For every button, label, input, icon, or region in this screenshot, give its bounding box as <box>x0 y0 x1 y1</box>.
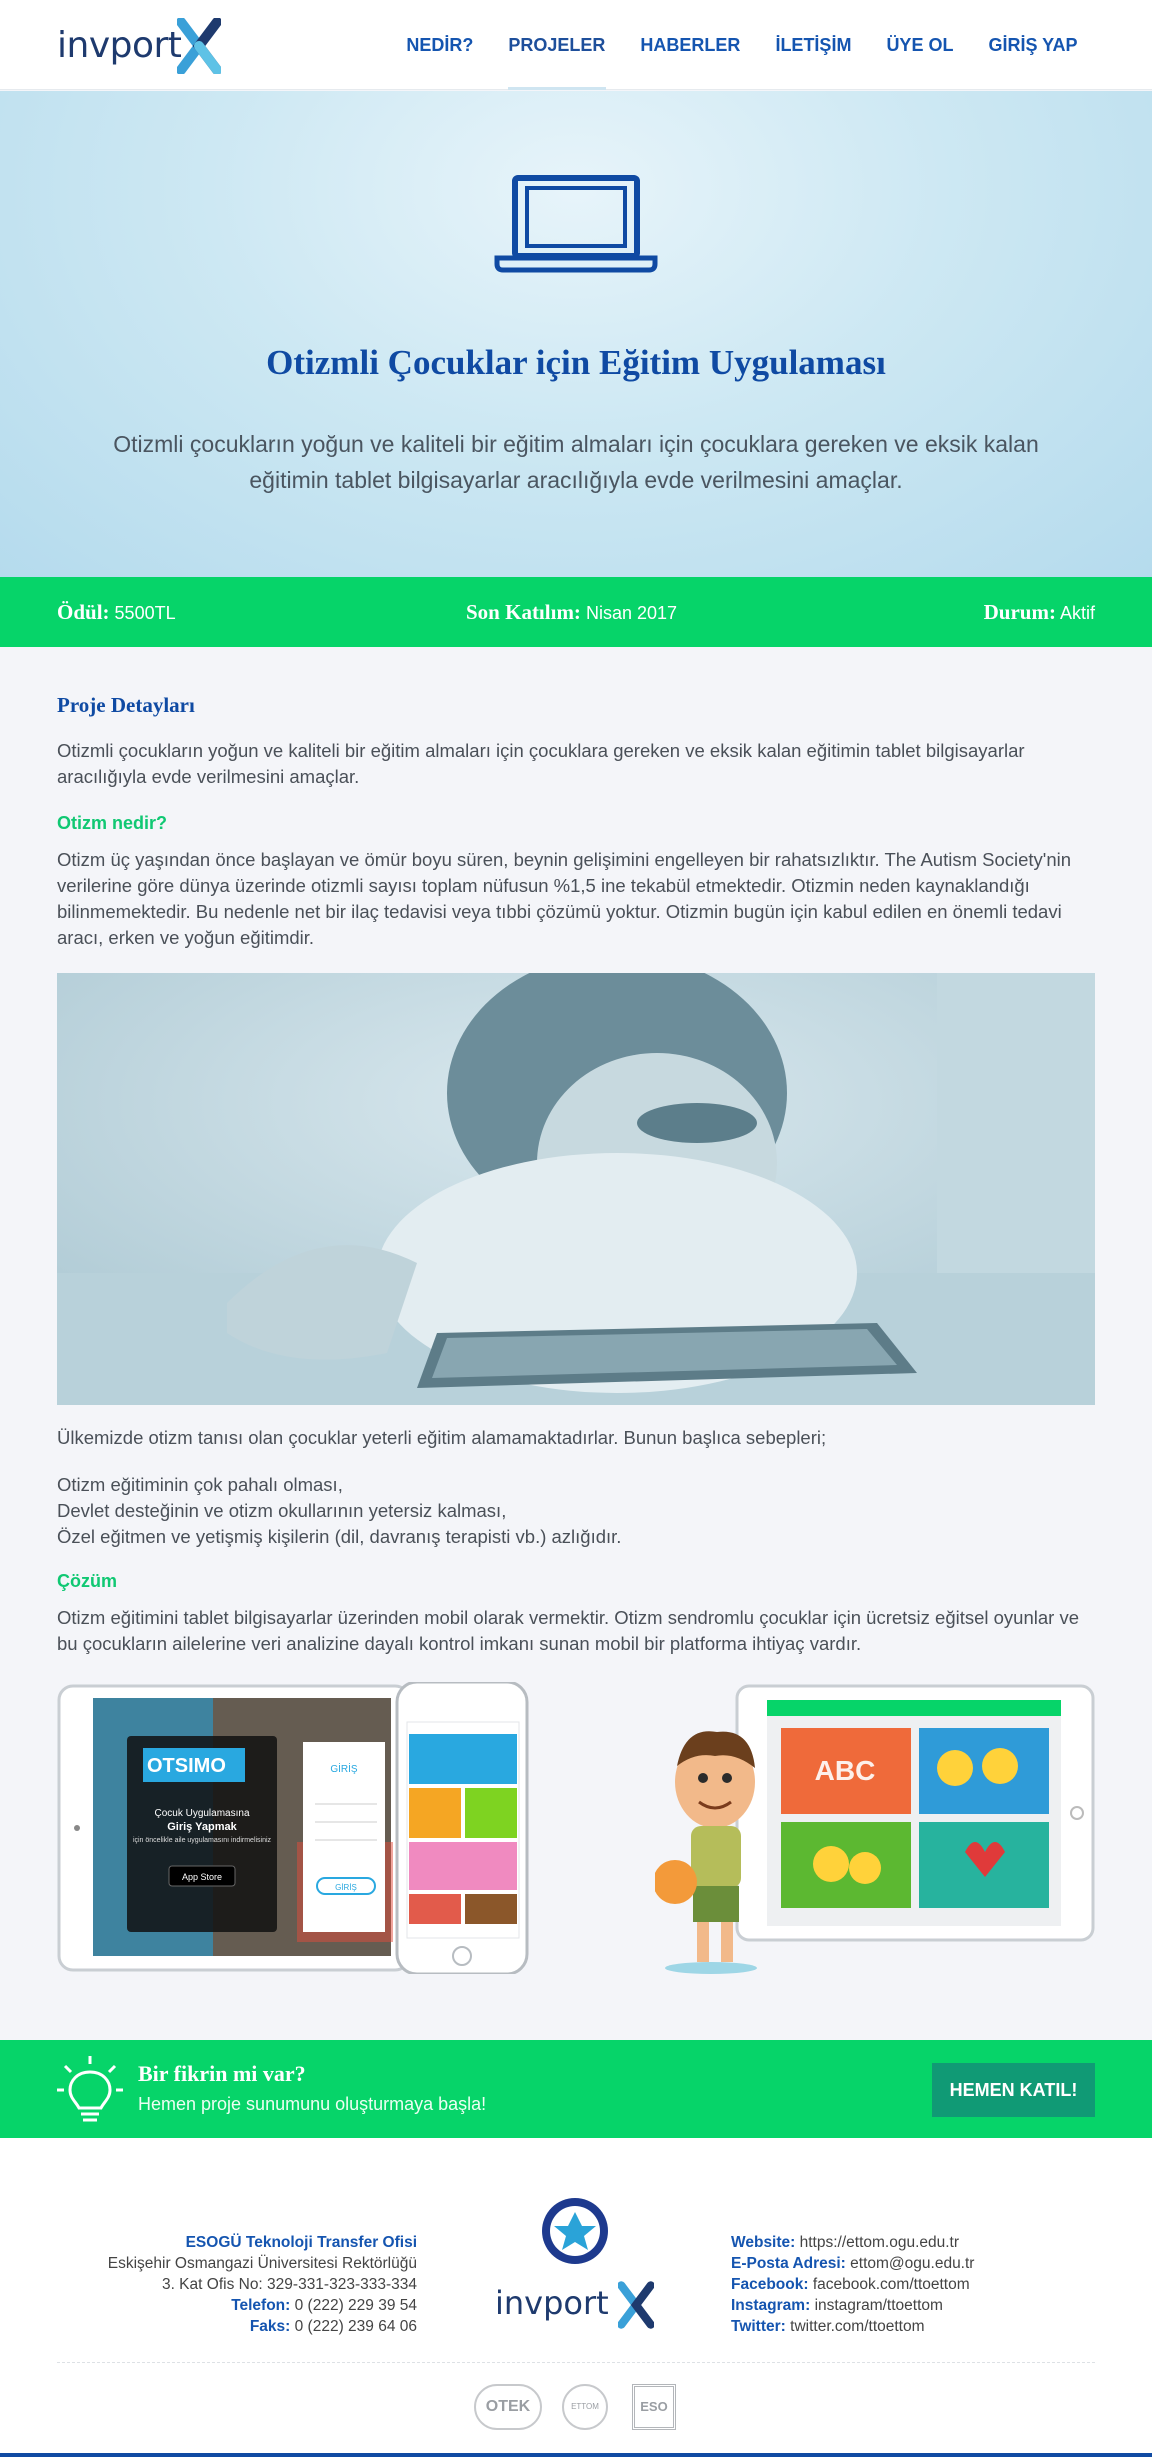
footer-address-1: Eskişehir Osmangazi Üniversitesi Rektörlüğü <box>107 2255 417 2272</box>
tablet-phone-illustration <box>57 1682 529 1974</box>
reason-item: Otizm eğitiminin çok pahalı olması, <box>57 1474 343 1495</box>
footer-links <box>731 2232 974 2337</box>
partner-logos <box>470 2382 690 2432</box>
eso-logo[interactable]: ESO <box>632 2384 676 2430</box>
email-label: E-Posta Adresi: <box>731 2255 846 2272</box>
otsimo-app-mockup <box>57 1682 529 1974</box>
game-app-mockup <box>655 1682 1095 1977</box>
solution-text: Otizm eğitimini tablet bilgisayarlar üzerinden mobil olarak vermektir. Otizm sendromlu çocuklar için ücretsiz eğitsel oyunlar ve bu çocukların ailelerine veri analizine dayalı kontrol imkanı sunan mobil bir platforma ihtiyaç vardır. <box>57 1607 1079 1654</box>
footer-bottom-bar <box>0 2453 1152 2457</box>
instagram-label: Instagram: <box>731 2297 811 2314</box>
app-store-badge: App Store <box>181 1872 223 1882</box>
deadline-stat <box>466 577 677 648</box>
twitter-link[interactable]: twitter.com/ttoettom <box>790 2318 925 2335</box>
award-value: 5500TL <box>114 603 176 623</box>
nav-item-giris-yap[interactable]: GİRİŞ YAP <box>988 35 1078 55</box>
abc-tile-text: ABC <box>814 1755 876 1786</box>
invport-x-icon <box>177 18 221 74</box>
footer-org: ESOGÜ Teknoloji Transfer Ofisi <box>185 2234 417 2251</box>
nav-item-haberler[interactable]: HABERLER <box>640 35 741 55</box>
cta-subtitle: Hemen proje sunumunu oluşturmaya başla! <box>138 2094 487 2114</box>
status-label: Durum: <box>983 600 1056 624</box>
project-subtitle: Otizmli çocukların yoğun ve kaliteli bir eğitim almaları için çocuklara gereken ve eksik kalan eğitimin tablet bilgisayarlar aracılığıyla evde verilmesini amaçlar. <box>113 431 1039 493</box>
join-now-button[interactable]: HEMEN KATIL! <box>932 2063 1095 2117</box>
login-title: GİRİŞ <box>330 1764 358 1775</box>
fax-label: Faks: <box>249 2318 291 2335</box>
nav-item-uye-ol[interactable]: ÜYE OL <box>886 35 954 55</box>
nav-item-projeler[interactable]: PROJELER <box>491 0 623 90</box>
email-link[interactable]: ettom@ogu.edu.tr <box>850 2255 975 2272</box>
footer-address-2: 3. Kat Ofis No: 329-331-323-333-334 <box>161 2276 417 2293</box>
nav-item-iletisim[interactable]: İLETİŞİM <box>775 35 852 55</box>
ettom-logo[interactable]: ETTOM <box>562 2384 608 2430</box>
problem-intro: Ülkemizde otizm tanısı olan çocuklar yeterli eğitim alamamaktadırlar. Bunun başlıca sebepleri; <box>57 1427 827 1448</box>
cartoon-tablet-illustration <box>655 1682 1095 1977</box>
login-button: GİRİŞ <box>335 1883 357 1892</box>
award-label: Ödül: <box>57 600 110 624</box>
university-seal-icon <box>540 2196 610 2266</box>
footer-logo-text: invport <box>495 2284 609 2322</box>
reason-item: Özel eğitmen ve yetişmiş kişilerin (dil, davranış terapisti vb.) azlığıdır. <box>57 1526 622 1547</box>
otsimo-text: OTSIMO <box>147 1755 226 1777</box>
app-tagline-3: için öncelikle aile uygulamasını indirmelisiniz <box>132 1837 272 1844</box>
website-link[interactable]: https://ettom.ogu.edu.tr <box>799 2234 960 2251</box>
footer-contact <box>108 2232 417 2337</box>
project-hero <box>0 91 1152 577</box>
deadline-label: Son Katılım: <box>466 600 581 624</box>
footer-logos <box>490 2196 660 2336</box>
award-stat <box>57 577 176 648</box>
details-heading: Proje Detayları <box>57 693 195 717</box>
instagram-link[interactable]: instagram/ttoettom <box>814 2297 943 2314</box>
project-stats-bar <box>0 577 1152 647</box>
app-tagline-2: Giriş Yapmak <box>167 1821 237 1833</box>
lightbulb-icon <box>55 2054 125 2128</box>
what-text: Otizm üç yaşından önce başlayan ve ömür boyu süren, beynin gelişimini engelleyen bir rahatsızlıktır. The Autism Society'nin verilerine göre dünya üzerinde otizmli sayısı toplam nüfusun %1,5 ine tekabül etmektedir. Otizmin neden kaynaklandığı bilinmemektedir. Bu nedenle net bir ilaç tedavisi veya tıbbi çözümü yoktur. Otizmin bugün için kabul edilen en önemli tedavi aracı, erken ve yoğun eğitimdir. <box>57 849 1072 948</box>
status-value: Aktif <box>1059 603 1095 623</box>
twitter-label: Twitter: <box>731 2318 786 2335</box>
phone-value: 0 (222) 229 39 54 <box>294 2297 417 2314</box>
phone-label: Telefon: <box>231 2297 291 2314</box>
what-heading: Otizm nedir? <box>57 813 168 833</box>
facebook-link[interactable]: facebook.com/ttoettom <box>812 2276 970 2293</box>
deadline-value: Nisan 2017 <box>585 603 678 623</box>
logo-text: invport <box>57 25 182 66</box>
laptop-icon <box>494 174 658 274</box>
site-header <box>0 0 1152 90</box>
footer-divider <box>57 2362 1095 2363</box>
otek-logo[interactable]: OTEK <box>474 2384 542 2430</box>
cta-title: Bir fikrin mi var? <box>138 2061 306 2086</box>
invport-logo[interactable] <box>57 18 227 74</box>
reason-item: Devlet desteğinin ve otizm okullarının yetersiz kalması, <box>57 1500 507 1521</box>
project-title: Otizmli Çocuklar için Eğitim Uygulaması <box>266 343 886 382</box>
solution-heading: Çözüm <box>57 1571 117 1591</box>
reasons-list <box>57 1472 1095 1550</box>
site-footer <box>0 2138 1152 2457</box>
idea-cta-bar <box>0 2040 1152 2138</box>
status-stat <box>984 577 1095 648</box>
app-tagline-1: Çocuk Uygulamasına <box>154 1808 250 1819</box>
nav-item-nedir[interactable]: NEDİR? <box>406 35 474 55</box>
website-label: Website: <box>731 2234 796 2251</box>
invport-x-icon <box>618 2280 654 2330</box>
photo-illustration <box>57 973 1095 1405</box>
child-tablet-photo <box>57 973 1095 1405</box>
main-nav <box>389 0 1095 90</box>
facebook-label: Facebook: <box>731 2276 809 2293</box>
fax-value: 0 (222) 239 64 06 <box>294 2318 417 2335</box>
details-intro: Otizmli çocukların yoğun ve kaliteli bir eğitim almaları için çocuklara gereken ve eksik kalan eğitimin tablet bilgisayarlar aracılığıyla evde verilmesini amaçlar. <box>57 740 1025 787</box>
